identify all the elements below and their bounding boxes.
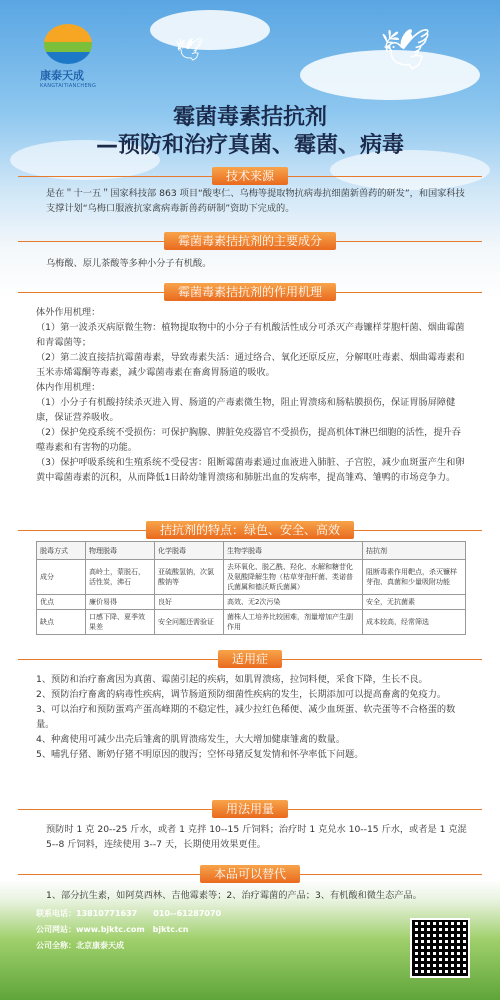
page-subtitle: —预防和治疗真菌、霉菌、病毒 [95, 133, 404, 158]
cloud [150, 10, 270, 50]
table-header-row: 脱毒方式 物理脱毒 化学脱毒 生物学脱毒 拮抗剂 [37, 542, 466, 560]
replace-text: 1、部分抗生素，如阿莫西林、吉他霉素等；2、治疗霉菌的产品；3、有机酸和微生态产品。 [46, 890, 422, 901]
dove-icon: 🕊 [175, 38, 203, 63]
footer [36, 906, 221, 954]
table-row: 成分 高岭土，蒙脱石，活性炭，沸石 亚硫酸氢钠，次氯酸钠等 去环氧化、脱乙酰、羟化、水解和糖苷化及氨酸降解生物（枯草芽孢杆菌、类诺普氏菌属和德沃斯氏菌属） 阻断毒素作用靶点，杀灭镰样芽孢、真菌和少量吸附功能 [37, 560, 466, 595]
qr-code-icon [410, 918, 470, 978]
brand-logo [40, 24, 96, 89]
dosage-text: 预防时 1 克 20--25 斤水，或者 1 克拌 10--15 斤饲料；治疗时 1 克兑水 10--15 斤水，或者是 1 克混 5--8 斤饲料，连续使用 3--7 天，长期使用效果更佳。 [46, 824, 467, 850]
page-title: 霉菌毒素拮抗剂 [172, 105, 327, 130]
section-replace-heading: 本品可以替代 [0, 865, 500, 883]
brand-name: 康泰天成 [40, 69, 84, 82]
section-dosage-heading: 用法用量 [0, 800, 500, 818]
indications-text: 1、预防和治疗畜禽因为真菌、霉菌引起的疾病，如肌胃溃疡，拉饲料便，采食下降，生长不良。 2、预防治疗畜禽的病毒性疾病，调节肠道预防细菌性疾病的发生，长期添加可以提高畜禽的免疫力。 3、可以治疗和预防蛋鸡产蛋高峰期的不稳定性，减少拉红色稀便、减少血斑蛋、软壳蛋等不合格蛋的数量。 4、种禽使用可减少出壳后雏禽的肌胃溃疡发生，大大增加健康雏禽的数量。 5、哺乳仔猪、断奶仔猪不明原因的腹泻；空怀母猪反复发情和怀孕率低下问题。 [36, 674, 456, 760]
dove-icon: 🕊 [380, 27, 431, 73]
source-text: 是在＂十一五＂国家科技部 863 项目“酸枣仁、乌梅等提取物抗病毒抗细菌新兽药的研发”，和国家科技支撑计划“乌梅口服液抗家禽病毒新兽药研制”资助下完成的。 [46, 188, 465, 214]
table-row: 优点 廉价易得 良好 高效、无2次污染 安全，无抗菌素 [37, 595, 466, 610]
section-features-heading: 拮抗剂的特点：绿色、安全、高效 [0, 521, 500, 539]
ingredients-text: 乌梅酸、原儿茶酸等多种小分子有机酸。 [46, 258, 212, 269]
brand-mark-icon [44, 24, 92, 64]
footer-company: 公司全称：北京康泰天成 [36, 941, 124, 950]
section-mechanism-heading: 霉菌毒素拮抗剂的作用机理 [0, 283, 500, 301]
brand-sub: KANGTAITIANCHENG [40, 83, 97, 89]
section-source-heading: 技术来源 [0, 167, 500, 185]
footer-site: 公司网站：www.bjktc.com bjktc.cn [36, 925, 189, 934]
features-table [36, 541, 466, 635]
section-ingredients-heading: 霉菌毒素拮抗剂的主要成分 [0, 232, 500, 250]
footer-phone: 联系电话：13810771637 010--61287070 [36, 909, 222, 918]
section-indications-heading: 适用症 [0, 650, 500, 668]
table-row: 缺点 口感下降、夏季效果差 安全问题还需验证 菌株人工培养比较困难，剂量增加产生副作用 成本较高，经常筛选 [37, 610, 466, 635]
mechanism-text: 体外作用机理： （1）第一波杀灭病原微生物：植物提取物中的小分子有机酸活性成分可杀灭产毒镰样芽胞杆菌、烟曲霉菌和青霉菌等； （2）第二波直接拮抗霉菌毒素，导致毒素失活：通过络合、氧化还原反应，分解呕吐毒素、烟曲霉毒素和玉米赤烯霉酮等毒素，减少霉菌毒素在畜禽胃肠道的吸收。 体内作用机理： （1）小分子有机酸持续杀灭进入胃、肠道的产毒素微生物，阻止胃溃疡和肠粘膜损伤，保证胃肠屏障健康，保证营养吸收。 （2）保护免疫系统不受损伤：可保护胸腺、脾脏免疫器官不受损伤，提高机体T淋巴细胞的活性，提升吞噬毒素和有害物的功能。 （3）保护呼吸系统和生殖系统不受侵害：阻断霉菌毒素通过血液进入肺脏、子宫腔，减少血斑蛋产生和卵黄中霉菌毒素的沉积，从而降低1日龄幼雏胃溃疡和肺脏出血的发病率，提高雏鸡、雏鸭的市场竞争力。 [36, 307, 465, 483]
